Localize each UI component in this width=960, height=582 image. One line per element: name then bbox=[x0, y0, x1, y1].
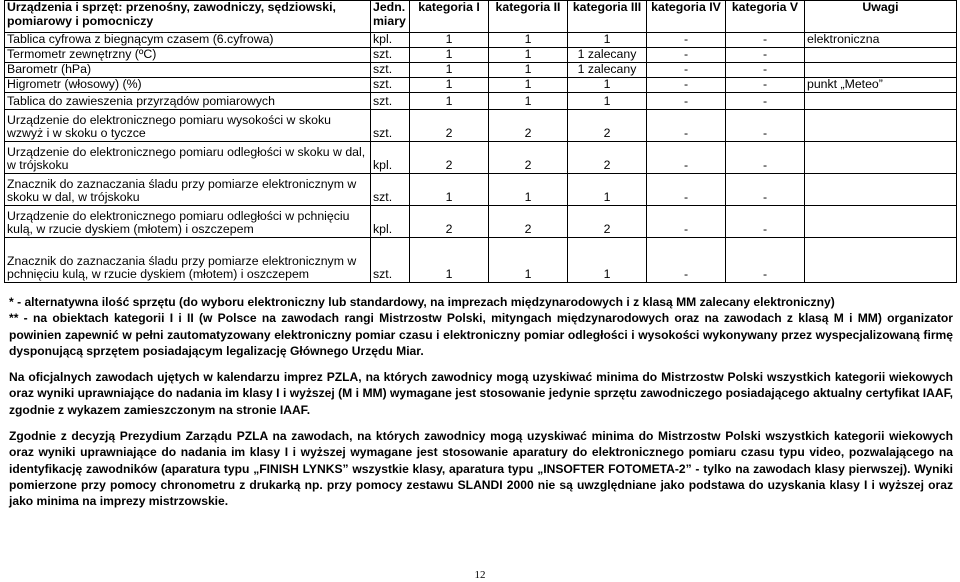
cell-cat1: 1 bbox=[410, 78, 489, 93]
cell-cat3: 1 bbox=[568, 238, 647, 283]
cell-cat3: 2 bbox=[568, 110, 647, 142]
cell-item: Urządzenie do elektronicznego pomiaru odległości w pchnięciu kulą, w rzucie dyskiem (młotem) i oszczepem bbox=[5, 206, 371, 238]
footnote-double-star: ** - na obiektach kategorii I i II (w Polsce na zawodach rangi Mistrzostw Polski, mityngach międzynarodowych oraz na zawodach z klasą M i MM) organizator powinien zapewnić w pełni zautomatyzowany elektroniczny pomiar czasu i elektroniczny pomiar odległości i wysokości wykonywany przez wyspecjalizowaną firmę dysponującą sprzętem posiadającym legalizację Głównego Urzędu Miar. bbox=[9, 311, 953, 358]
cell-cat1: 1 bbox=[410, 48, 489, 63]
cell-cat4: - bbox=[647, 48, 726, 63]
cell-item: Znacznik do zaznaczania śladu przy pomiarze elektronicznym w pchnięciu kulą, w rzucie dyskiem (młotem) i oszczepem bbox=[5, 238, 371, 283]
cell-cat4: - bbox=[647, 93, 726, 110]
cell-item: Tablica do zawieszenia przyrządów pomiarowych bbox=[5, 93, 371, 110]
header-cat2: kategoria II bbox=[489, 1, 568, 33]
cell-cat3: 2 bbox=[568, 206, 647, 238]
cell-cat5: - bbox=[726, 93, 805, 110]
cell-cat4: - bbox=[647, 174, 726, 206]
cell-cat1: 1 bbox=[410, 238, 489, 283]
table-row bbox=[5, 174, 957, 206]
table-row bbox=[5, 33, 957, 48]
cell-cat4: - bbox=[647, 33, 726, 48]
cell-item: Termometr zewnętrzny (ºC) bbox=[5, 48, 371, 63]
cell-cat4: - bbox=[647, 206, 726, 238]
cell-cat3: 1 bbox=[568, 33, 647, 48]
cell-unit: szt. bbox=[371, 78, 410, 93]
cell-cat1: 2 bbox=[410, 110, 489, 142]
cell-unit: szt. bbox=[371, 48, 410, 63]
table-row bbox=[5, 48, 957, 63]
cell-cat2: 2 bbox=[489, 142, 568, 174]
cell-item: Urządzenie do elektronicznego pomiaru odległości w skoku w dal, w trójskoku bbox=[5, 142, 371, 174]
cell-note bbox=[805, 93, 957, 110]
cell-unit: szt. bbox=[371, 110, 410, 142]
cell-note bbox=[805, 142, 957, 174]
cell-cat5: - bbox=[726, 174, 805, 206]
cell-cat4: - bbox=[647, 142, 726, 174]
cell-unit: szt. bbox=[371, 93, 410, 110]
cell-note bbox=[805, 110, 957, 142]
table-row bbox=[5, 78, 957, 93]
cell-cat3: 1 bbox=[568, 78, 647, 93]
cell-note bbox=[805, 206, 957, 238]
cell-cat2: 1 bbox=[489, 48, 568, 63]
header-cat1: kategoria I bbox=[410, 1, 489, 33]
cell-cat1: 1 bbox=[410, 33, 489, 48]
cell-cat4: - bbox=[647, 78, 726, 93]
cell-note bbox=[805, 63, 957, 78]
cell-item: Tablica cyfrowa z biegnącym czasem (6.cyfrowa) bbox=[5, 33, 371, 48]
cell-note: punkt „Meteo” bbox=[805, 78, 957, 93]
cell-item: Barometr (hPa) bbox=[5, 63, 371, 78]
cell-cat1: 2 bbox=[410, 206, 489, 238]
equipment-table bbox=[4, 0, 957, 283]
header-cat3: kategoria III bbox=[568, 1, 647, 33]
header-cat4: kategoria IV bbox=[647, 1, 726, 33]
cell-cat3: 1 zalecany bbox=[568, 48, 647, 63]
cell-cat3: 1 bbox=[568, 93, 647, 110]
cell-cat5: - bbox=[726, 110, 805, 142]
cell-note bbox=[805, 238, 957, 283]
cell-cat5: - bbox=[726, 48, 805, 63]
cell-cat5: - bbox=[726, 78, 805, 93]
cell-item: Znacznik do zaznaczania śladu przy pomiarze elektronicznym w skoku w dal, w trójskoku bbox=[5, 174, 371, 206]
cell-note bbox=[805, 174, 957, 206]
footnote-star: * - alternatywna ilość sprzętu (do wyboru elektroniczny lub standardowy, na imprezach międzynarodowych i z klasą MM zalecany elektroniczny) bbox=[9, 295, 835, 309]
cell-cat2: 1 bbox=[489, 174, 568, 206]
cell-cat2: 1 bbox=[489, 63, 568, 78]
cell-unit: szt. bbox=[371, 63, 410, 78]
cell-cat5: - bbox=[726, 33, 805, 48]
cell-cat5: - bbox=[726, 238, 805, 283]
cell-unit: kpl. bbox=[371, 142, 410, 174]
header-cat5: kategoria V bbox=[726, 1, 805, 33]
table-row bbox=[5, 93, 957, 110]
cell-cat4: - bbox=[647, 110, 726, 142]
table-row bbox=[5, 63, 957, 78]
cell-cat1: 1 bbox=[410, 174, 489, 206]
header-unit: Jedn. miary bbox=[371, 1, 410, 33]
table-row bbox=[5, 142, 957, 174]
cell-cat3: 1 zalecany bbox=[568, 63, 647, 78]
header-item: Urządzenia i sprzęt: przenośny, zawodniczy, sędziowski, pomiarowy i pomocniczy bbox=[5, 1, 371, 33]
cell-unit: kpl. bbox=[371, 33, 410, 48]
cell-cat2: 2 bbox=[489, 110, 568, 142]
cell-cat4: - bbox=[647, 238, 726, 283]
page-number: 12 bbox=[474, 569, 486, 581]
cell-note: elektroniczna bbox=[805, 33, 957, 48]
table-row bbox=[5, 206, 957, 238]
cell-unit: szt. bbox=[371, 174, 410, 206]
table-row bbox=[5, 110, 957, 142]
cell-note bbox=[805, 48, 957, 63]
cell-cat5: - bbox=[726, 142, 805, 174]
cell-cat2: 1 bbox=[489, 93, 568, 110]
cell-item: Urządzenie do elektronicznego pomiaru wysokości w skoku wzwyż i w skoku o tyczce bbox=[5, 110, 371, 142]
paragraph-decision: Zgodnie z decyzją Prezydium Zarządu PZLA na zawodach, na których zawodnicy mogą uzyskiwać minima do Mistrzostw Polski wszystkich kategorii wiekowych oraz wyniki uprawniające do nadania im klasy I i wyższej wymagane jest stosowanie aparatury do elektronicznego pomiaru czasu typu video, pozwalającego na identyfikację zawodników (aparatura typu „FINISH LYNKS” wszystkie klasy, aparatura typu „INSOFTER FOTOMETA-2” - tylko na zawodach klasy pierwszej). Wyniki pomierzone przy pomocy chronometru z drukarką np. przy pomocy zestawu SLANDI 2000 nie są uwzględniane jako podstawa do uzyskania klasy I i wyższej oraz jako minima na imprezy mistrzowskie. bbox=[9, 429, 953, 509]
cell-cat2: 1 bbox=[489, 78, 568, 93]
cell-cat3: 1 bbox=[568, 174, 647, 206]
cell-cat5: - bbox=[726, 63, 805, 78]
table-row bbox=[5, 238, 957, 283]
cell-cat5: - bbox=[726, 206, 805, 238]
cell-cat1: 1 bbox=[410, 63, 489, 78]
header-notes: Uwagi bbox=[805, 1, 957, 33]
cell-cat1: 2 bbox=[410, 142, 489, 174]
cell-cat4: - bbox=[647, 63, 726, 78]
paragraph-certificates: Na oficjalnych zawodach ujętych w kalendarzu imprez PZLA, na których zawodnicy mogą uzyskiwać minima do Mistrzostw Polski wszystkich kategorii wiekowych oraz wyniki uprawniające do nadania im klasy I i wyższej (M i MM) wymagane jest stosowanie jedynie sprzętu zawodniczego posiadającego aktualny certyfikat IAAF, zgodnie z wykazem zamieszczonym na stronie IAAF. bbox=[9, 370, 953, 417]
cell-unit: szt. bbox=[371, 238, 410, 283]
cell-cat3: 2 bbox=[568, 142, 647, 174]
cell-cat1: 1 bbox=[410, 93, 489, 110]
cell-cat2: 2 bbox=[489, 206, 568, 238]
cell-cat2: 1 bbox=[489, 238, 568, 283]
cell-cat2: 1 bbox=[489, 33, 568, 48]
cell-unit: kpl. bbox=[371, 206, 410, 238]
footnotes-block bbox=[9, 294, 953, 359]
cell-item: Higrometr (włosowy) (%) bbox=[5, 78, 371, 93]
table-header-row bbox=[5, 1, 957, 33]
